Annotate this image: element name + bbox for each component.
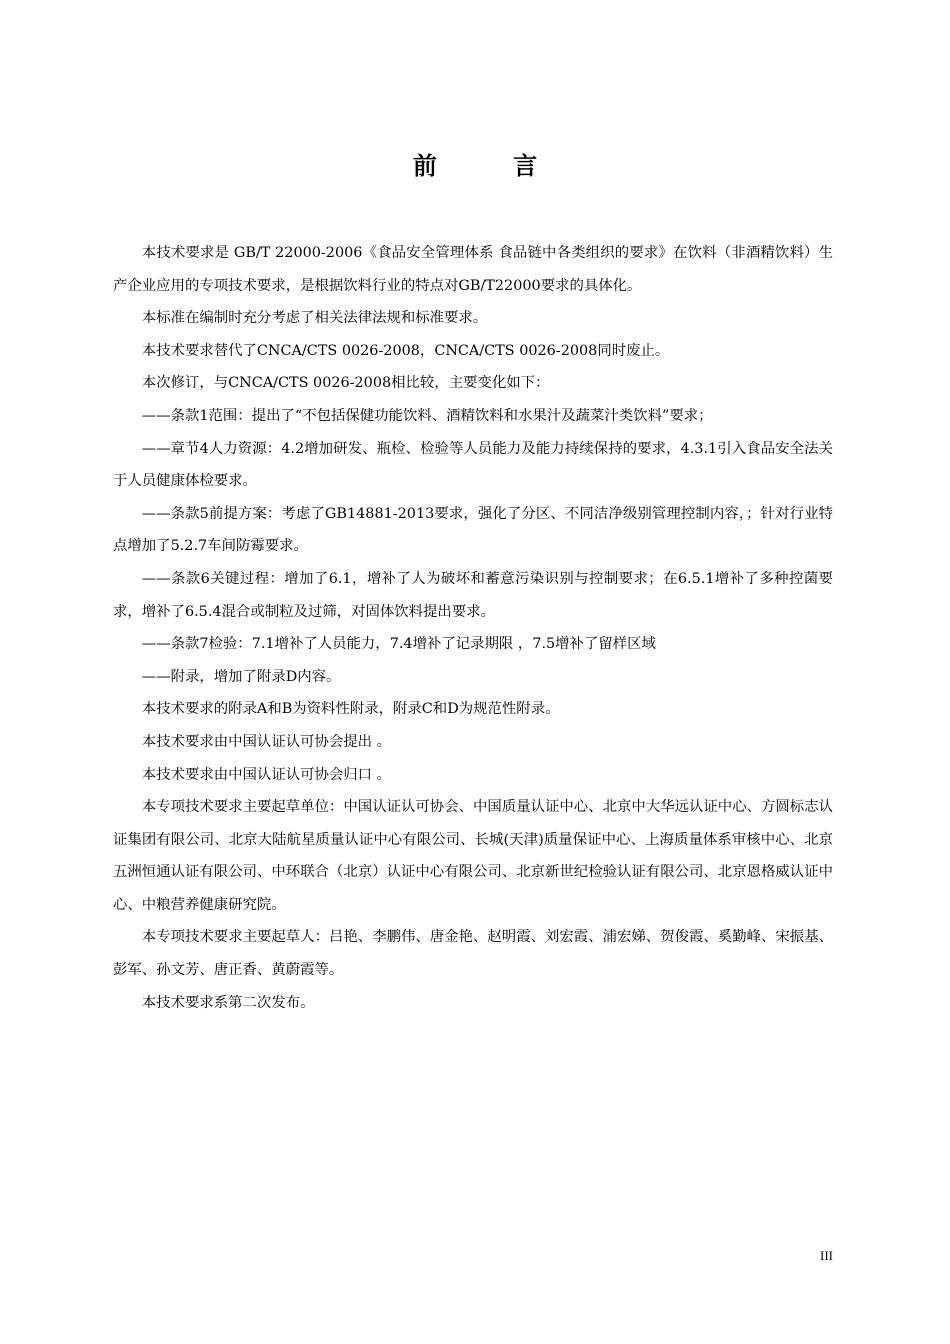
change-item-key-process: ——条款6关键过程：增加了6.1，增补了人为破坏和蓄意污染识别与控制要求；在6.5.1增补了多种控菌要求，增补了6.5.4混合或制粒及过筛，对固体饮料提出要求。 (113, 570, 833, 620)
paragraph-drafters: 本专项技术要求主要起草人：吕艳、李鹏伟、唐金艳、赵明霞、刘宏霞、浦宏娣、贺俊霞、奚勤峰、宋振基、彭军、孙文芳、唐正香、黄蔚霞等。 (113, 929, 833, 979)
paragraph-replacement: 本技术要求替代了CNCA/CTS 0026-2008，CNCA/CTS 0026-2008同时废止。 (141, 342, 670, 359)
paragraph-appendix-types: 本技术要求的附录A和B为资料性附录，附录C和D为规范性附录。 (141, 701, 560, 718)
change-item-appendix: ——附录，增加了附录D内容。 (141, 668, 341, 685)
paragraph-regulations: 本标准在编制时充分考虑了相关法律法规和标准要求。 (141, 310, 488, 327)
change-item-inspection: ——条款7检验：7.1增补了人员能力，7.4增补了记录期限 ，7.5增补了留样区域 (141, 636, 656, 653)
paragraph-scope-intro: 本技术要求是 GB/T 22000-2006《食品安全管理体系 食品链中各类组织的要求》在饮料（非酒精饮料）生产企业应用的专项技术要求，是根据饮料行业的特点对GB/T22000要求的具体化。 (113, 245, 833, 294)
page-title: 前 言 (412, 152, 572, 180)
paragraph-administrator: 本技术要求由中国认证认可协会归口 。 (141, 766, 392, 783)
change-item-scope: ——条款1范围：提出了“不包括保健功能饮料、酒精饮料和水果汁及蔬菜汁类饮料”要求； (141, 407, 713, 424)
change-item-human-resources: ——章节4人力资源：4.2增加研发、瓶检、检验等人员能力及能力持续保持的要求，4.3.1引入食品安全法关于人员健康体检要求。 (113, 440, 833, 490)
foreword-body (113, 237, 833, 1019)
page-number: III (820, 1248, 833, 1263)
paragraph-edition: 本技术要求系第二次发布。 (141, 994, 315, 1011)
paragraph-proposer: 本技术要求由中国认证认可协会提出 。 (141, 733, 392, 750)
paragraph-changes-intro: 本次修订，与CNCA/CTS 0026-2008相比较，主要变化如下： (141, 375, 550, 392)
paragraph-drafting-units: 本专项技术要求主要起草单位：中国认证认可协会、中国质量认证中心、北京中大华远认证中心、方圆标志认证集团有限公司、北京大陆航星质量认证中心有限公司、长城(天津)质量保证中心、上海质量体系审核中心、北京五洲恒通认证有限公司、中环联合（北京）认证中心有限公司、北京新世纪检验认证有限公司、北京恩格威认证中心、中粮营养健康研究院。 (113, 799, 833, 913)
change-item-prerequisite: ——条款5前提方案：考虑了GB14881-2013要求，强化了分区、不同洁净级别管理控制内容，；针对行业特点增加了5.2.7车间防霉要求。 (113, 505, 833, 555)
